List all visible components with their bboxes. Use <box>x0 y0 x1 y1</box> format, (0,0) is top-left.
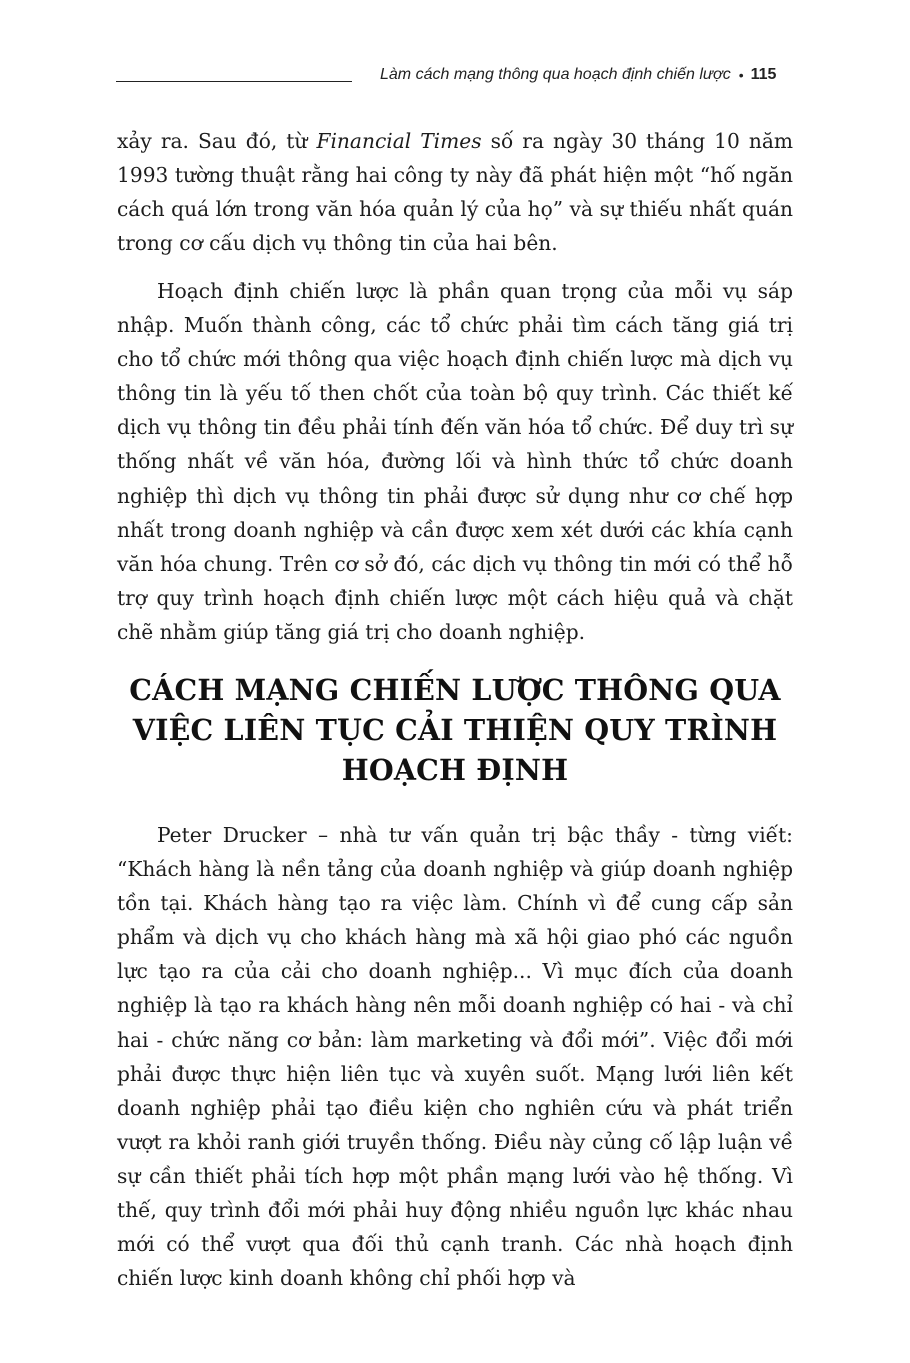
paragraph-1 <box>117 124 793 260</box>
section-heading-line-1: CÁCH MẠNG CHIẾN LƯỢC THÔNG QUA <box>129 673 781 707</box>
header-rule <box>116 81 352 82</box>
paragraph-3-block <box>117 818 793 1295</box>
paragraph-1-text-start: xảy ra. Sau đó, từ <box>117 129 317 153</box>
paragraph-2-block <box>117 274 793 649</box>
section-heading <box>117 670 793 790</box>
header-bullet: • <box>738 67 744 83</box>
publication-title: Financial Times <box>316 129 482 153</box>
paragraph-3: Peter Drucker – nhà tư vấn quản trị bậc thầy - từng viết: “Khách hàng là nền tảng của doanh nghiệp và giúp doanh nghiệp tồn tại. Khách hàng tạo ra việc làm. Chính vì để cung cấp sản phẩm và dịch vụ cho khách hàng mà xã hội giao phó các nguồn lực tạo ra của cải cho doanh nghiệp... Vì mục đích của doanh nghiệp là tạo ra khách hàng nên mỗi doanh nghiệp có hai - và chỉ hai - chức năng cơ bản: làm marketing và đổi mới”. Việc đổi mới phải được thực hiện liên tục và xuyên suốt. Mạng lưới liên kết doanh nghiệp phải tạo điều kiện cho nghiên cứu và phát triển vượt ra khỏi ranh giới truyền thống. Điều này củng cố lập luận về sự cần thiết phải tích hợp một phần mạng lưới vào hệ thống. Vì thế, quy trình đổi mới phải huy động nhiều nguồn lực khác nhau mới có thể vượt qua đối thủ cạnh tranh. Các nhà hoạch định chiến lược kinh doanh không chỉ phối hợp và <box>117 823 793 1291</box>
section-heading-line-2: VIỆC LIÊN TỤC CẢI THIỆN QUY TRÌNH <box>132 713 778 747</box>
paragraph-1-text-end: số ra ngày 30 tháng 10 năm 1993 tường thuật rằng hai công ty này đã phát hiện một “hố ngăn cách quá lớn trong văn hóa quản lý của họ” và sự thiếu nhất quán trong cơ cấu dịch vụ thông tin của hai bên. <box>117 129 794 256</box>
paragraph-2: Hoạch định chiến lược là phần quan trọng của mỗi vụ sáp nhập. Muốn thành công, các tổ chức phải tìm cách tăng giá trị cho tổ chức mới thông qua việc hoạch định chiến lược mà dịch vụ thông tin là yếu tố then chốt của toàn bộ quy trình. Các thiết kế dịch vụ thông tin đều phải tính đến văn hóa tổ chức. Để duy trì sự thống nhất về văn hóa, đường lối và hình thức tổ chức doanh nghiệp thì dịch vụ thông tin phải được sử dụng như cơ chế hợp nhất trong doanh nghiệp và cần được xem xét dưới các khía cạnh văn hóa chung. Trên cơ sở đó, các dịch vụ thông tin mới có thể hỗ trợ quy trình hoạch định chiến lược một cách hiệu quả và chặt chẽ nhằm giúp tăng giá trị cho doanh nghiệp. <box>117 279 793 644</box>
section-heading-line-3: HOẠCH ĐỊNH <box>341 753 569 787</box>
running-header-title: Làm cách mạng thông qua hoạch định chiến lược <box>380 66 731 83</box>
page-number: 115 <box>750 66 777 83</box>
paragraph-1-block <box>117 124 793 260</box>
running-header <box>116 62 794 88</box>
